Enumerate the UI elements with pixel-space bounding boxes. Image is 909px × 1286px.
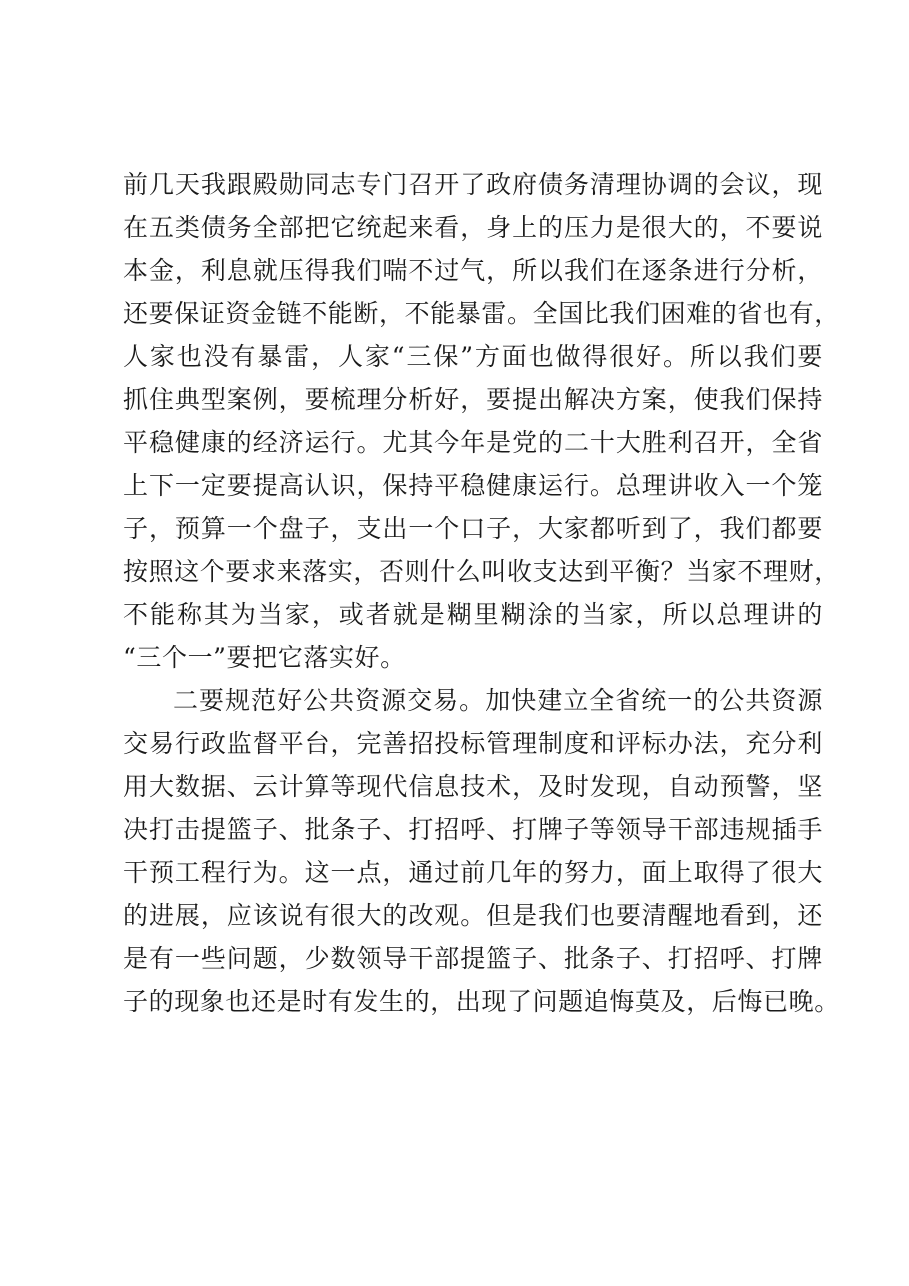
paragraph-line: 抓住典型案例，要梳理分析好，要提出解决方案，使我们保持 [123,385,823,414]
paragraph-line: 平稳健康的经济运行。尤其今年是党的二十大胜利召开，全省 [123,428,823,457]
paragraph-line: 前几天我跟殿勋同志专门召开了政府债务清理协调的会议，现 [123,170,823,199]
paragraph-line: 在五类债务全部把它统起来看，身上的压力是很大的，不要说 [123,213,823,242]
paragraph-line: 决打击提篮子、批条子、打招呼、打牌子等领导干部违规插手 [123,815,823,844]
paragraph-line: 交易行政监督平台，完善招投标管理制度和评标办法，充分利 [123,729,823,758]
paragraph-line: 人家也没有暴雷，人家“三保”方面也做得很好。所以我们要 [123,342,823,371]
paragraph-line: 用大数据、云计算等现代信息技术，及时发现，自动预警，坚 [123,772,823,801]
paragraph-line: 二要规范好公共资源交易。加快建立全省统一的公共资源 [173,686,823,715]
paragraph-line: 还要保证资金链不能断，不能暴雷。全国比我们困难的省也有， [123,299,840,328]
paragraph-line: 的进展，应该说有很大的改观。但是我们也要清醒地看到，还 [123,901,823,930]
paragraph-line: 是有一些问题，少数领导干部提篮子、批条子、打招呼、打牌 [123,944,823,973]
paragraph-line: 子的现象也还是时有发生的，出现了问题追悔莫及，后悔已晚。 [123,987,840,1016]
paragraph-line: 子，预算一个盘子，支出一个口子，大家都听到了，我们都要 [123,514,823,543]
paragraph-line: 干预工程行为。这一点，通过前几年的努力，面上取得了很大 [123,858,823,887]
paragraph-line: 本金，利息就压得我们喘不过气，所以我们在逐条进行分析， [123,256,823,285]
paragraph-line: 按照这个要求来落实，否则什么叫收支达到平衡？当家不理财， [123,557,840,586]
paragraph-line: 不能称其为当家，或者就是糊里糊涂的当家，所以总理讲的 [123,600,823,629]
paragraph-line: 上下一定要提高认识，保持平稳健康运行。总理讲收入一个笼 [123,471,823,500]
paragraph-line: “三个一”要把它落实好。 [123,643,406,672]
